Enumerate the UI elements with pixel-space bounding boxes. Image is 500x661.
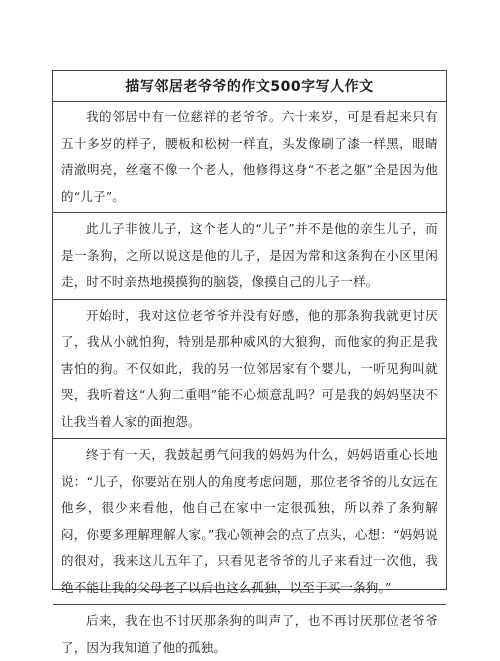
paragraph-row xyxy=(53,213,446,300)
paragraph-row xyxy=(53,102,446,213)
essay-title: 描写邻居老爷爷的作文500字写人作文 xyxy=(125,79,374,95)
essay-title-row xyxy=(53,71,446,102)
paragraph-row xyxy=(53,439,446,605)
paragraph-text: 终于有一天，我鼓起勇气问我的妈妈为什么，妈妈语重心长地说：“儿子，你要站在别人的角度考虑问题，那位老爷爷的儿女远在他乡，很少来看他，他自己在家中一定很孤独，所以养了条狗解闷，你要多理解理解人家。”我心领神会的点了点头，心想：“妈妈说的很对，我来这儿五年了，只看见老爷爷的儿子来看过一次他，我绝不能让我的父母老了以后也这么孤独，以至于买一条狗。” xyxy=(61,447,438,595)
paragraph-row xyxy=(53,300,446,440)
paragraph-row xyxy=(53,605,446,661)
paragraph-text: 开始时，我对这位老爷爷并没有好感，他的那条狗我就更讨厌了，我从小就怕狗，特别是那种威风的大狼狗，而他家的狗正是我害怕的狗。不仅如此，我的另一位邻居家有个婴儿，一听见狗叫就哭，我听着这“人狗二重唱”能不心烦意乱吗？可是我的妈妈坚决不让我当着人家的面抱怨。 xyxy=(61,307,438,429)
paragraph-text: 后来，我在也不讨厌那条狗的叫声了，也不再讨厌那位老爷爷了，因为我知道了他的孤独。 xyxy=(61,613,438,655)
paragraph-text: 此儿子非彼儿子，这个老人的“儿子”并不是他的亲生儿子，而是一条狗，之所以说这是他的儿子，是因为常和这条狗在小区里闲走，时不时亲热地摸摸狗的脑袋，像摸自己的儿子一样。 xyxy=(61,221,438,289)
paragraph-text: 我的邻居中有一位慈祥的老爷爷。六十来岁，可是看起来只有五十多岁的样子，腰板和松树一样直，头发像刷了漆一样黑，眼睛清澈明亮，丝毫不像一个老人，他修得这身“不老之躯”全是因为他的“儿子”。 xyxy=(61,109,438,204)
essay-table xyxy=(52,70,447,655)
